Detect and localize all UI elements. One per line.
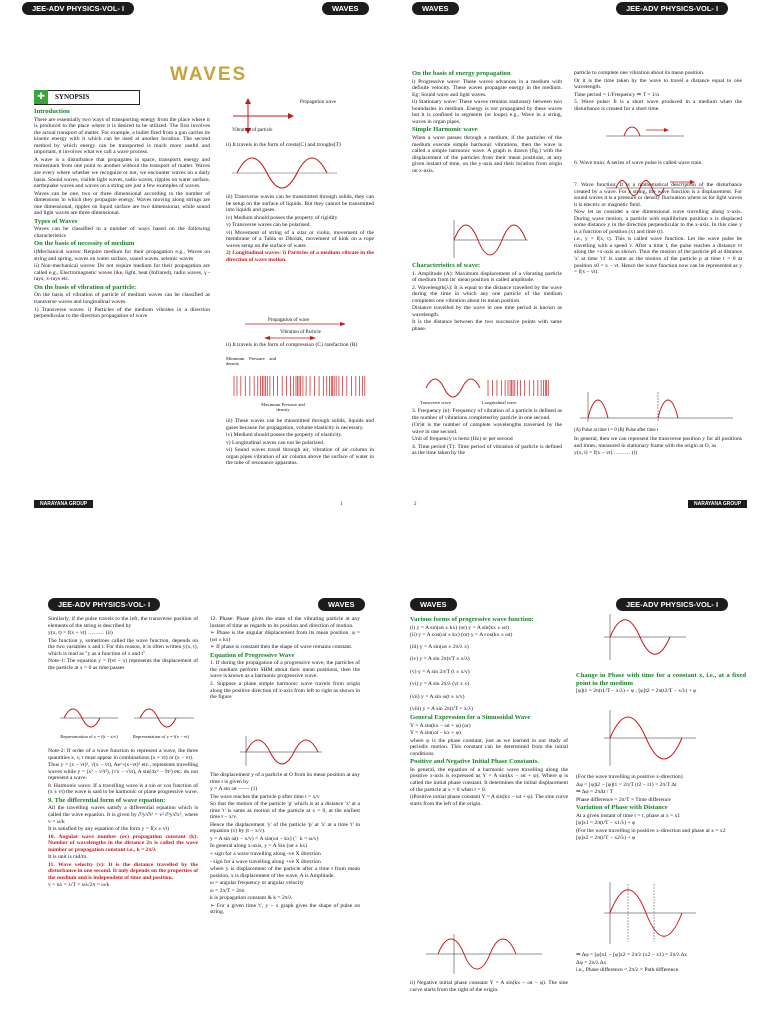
equation: v = nλ = λ/T = ωλ/2π = ω/k [48,882,110,889]
paragraph: Thus y = (x − vt)², √(x − vt), Ae^-(x−vt)² etc., represents travelling waves while y = (x² − v²t²), (√x − √vt), A sin(4x² − 9t²) etc. do not represent a wave. [48,762,198,782]
paragraph: - sign for a wave travelling along +ve X direction [210,858,321,865]
equation: (vi) y = A sin 2π/λ (vt ± x) [410,681,469,688]
paragraph: 1. Amplitude (A): Maximum displacement of a vibrating particle of medium from its' mean position is called amplitude. [412,270,562,284]
column-right-2 [576,774,746,843]
paragraph: where y is displacement of the particle after a time t from mean position, x is displacement of the wave, A is Amplitude. [210,866,360,879]
equation: y = A sin ω(t − x/v) = A sin(ωt − kx) (∵ k = ω/v) [210,835,319,842]
fig-label: Longitudinal wave [482,400,517,405]
paragraph: ➢ If phase is constant then the shape of wave remains constant. [210,644,353,651]
fig-label: Minimum Pressure and density [226,356,276,367]
wave-pulse-figure [606,122,686,142]
paragraph: 7. Wave function: It is a mathematical description of the disturbance created by a wave. For a string, the wave function is a displacement. For sound waves it is a pressure or density fluctuation where as for light waves it is electric or magnetic field. [574,182,742,208]
column-right-4 [574,436,742,458]
paragraph: iii) Transverse waves can be transmitted through solids, they can be setup on the surface of liquids. But they cannot be transmitted into liquids and gases. [226,194,374,214]
paragraph: particle to complete one vibration about its mean position. [574,70,705,76]
fig-label: Propagation of wave [268,318,310,323]
equation: (viii) y = A sin 2π(t/T + x/λ) [410,706,473,713]
paragraph: 2. Wavelength(λ): It is equal to the distance travelled by the wave during the time in which any one particle of the medium completes one vibration about its mean position. [412,284,562,304]
equation: (ii) y = A cos(ωt ± kx) (or) y = A cos(kx ± ωt) [410,632,513,639]
heading: Change in Phase with time for a constant x, i.e., at a fixed point in the medium [576,672,746,687]
column-left-3 [412,408,562,458]
paragraph: A wave is a disturbance that propagates in space, transports energy and momentum from one point to another without the transport of matter. Waves are every where whether we recognize or not, we encounter waves on a daily basis. Sound waves, visible light waves, radio waves, ripples on water surface, earthquake waves and waves on a string are just a few examples of waves. [34,156,210,190]
heading: Equation of Progressive Wave [210,651,295,659]
heading: Introduction [34,108,70,115]
paragraph: ω = angular frequency or angular velocity [210,880,304,887]
column-right [226,142,374,150]
progressive-wave-figure [236,734,326,768]
header-left: JEE-ADV PHYSICS-VOL- I [22,2,134,15]
paragraph: 3. Frequency (n): Frequency of vibration of a particle is defined as the number of vibrations completed by particle in one second. [412,408,562,421]
phase-distance-figure [600,880,700,946]
page-1 [0,0,384,512]
paragraph: 8. Harmonic wave: If a travelling wave is a sin or cos function of (x ± vt) the wave is said to be harmonic or plane progressive wave. [48,782,199,796]
equation: Y = A sin(kx − ωt + φ) (or) [410,722,471,729]
paragraph: 6. Wave train: A series of wave pulse is called wave train. [574,160,703,166]
column-right-2 [574,160,742,168]
paragraph: i.e., y = f(x, t). This is called wave function. Let the wave pulse be travelling with a speed v. After a time t, the pulse reaches a distance vt along the +x-axis as shown. Thus the motion of the particle p0 at distance 'x' at time 't1' is same as the motion of the particle p at time t = 0 at position x0 = x − vt. Hence the wave function now can be represented as y = f(x − vt). [574,236,742,276]
heading: Simple Harmonic wave [412,126,478,134]
paragraph: In general, then we can represent the transverse position y for all positions and times, measured in stationary frame with the origin at O, as [574,436,742,449]
paragraph: ii) Stationary wave: These waves remains stationary between two boundaries in medium. Energy is not propagated by these waves but it is confined in segments (or loops) e.g., Wave in a string, waves in organ pipes. [412,99,562,125]
paragraph: 2) Longitudinal waves: i) Particles of a medium vibrate in the direction of wave motion. [226,250,374,263]
paragraph: Unit of frequency is hertz (Hz) or per second [412,436,513,443]
footer-brand: NARAYANA GROUP [688,500,747,508]
page-3 [0,512,384,1024]
paragraph: Note-2: If order of a wave function to represent a wave, the three quantities x, v, t must appear in combinations (x + vt) or (x − vt). [48,748,198,761]
paragraph: The displacement y of a particle at O from its mean position at any time t is given by [210,772,360,785]
paragraph: All the travelling waves satisfy a differential equation which is called the wave equation. It is given by ∂²y/∂t² = v² ∂²y/∂x², where v = ω/k [48,805,198,825]
equation: y(x, t) = f(x + vt) ……… (ii) [48,630,113,637]
heading: On the basis of energy propagation [412,70,511,77]
pulse-time-figure [578,390,738,424]
paragraph: There are essentially two ways of transporting energy from the place where it is produced to the place where it is desired to be utilized. The first involves the actual transport of matter. For example, a bullet fired from a gun carries its kinetic energy with it which can be used at another location. The second method by which energy can be transported is much more useful and important, it involves what we call a wave process. [34,116,210,156]
paragraph: Now let us consider a one dimensional wave travelling along x-axis. During wave motion, a particle with equilibrium position x is displaced some distance y in the direction perpendicular to the x-axis. In this case y is a function of position (x) and time (t). [574,209,742,235]
paragraph: Time period = 1/Frequency ⇒ T = 1/n [574,91,660,98]
fig-label: Transverse wave [420,400,451,405]
compression-figure [230,372,370,400]
paragraph: iii) These waves can be transmitted through solids, liquids and gases because for propagation, volume elasticity is necessary. [226,418,374,431]
column-left [412,70,562,175]
equation: ω = 2π/T = 2πn [210,887,245,894]
equation: [φ]x2 = 2π(t/T − x2/λ) + φ [576,835,636,842]
fig-label: Representation of y = f(t − x/v) [60,734,118,739]
equation: y = A sin ωt —— (1) [210,786,258,793]
equation: ⇒ Δφ = [φ]x1 − [φ]x2 = 2π/λ (x2 − x1) = 2π/λ Δx [576,952,688,958]
wavelength-figure [424,374,554,400]
paragraph: ii) It travels in the form of compression (C) rarefaction (R) [226,342,358,348]
paragraph: Hence the displacement 'y' of the particle 'p' at 'x' at a time 't' in equation (1) by (t − x/v). [210,821,360,835]
column-left-2 [48,748,198,890]
paragraph: When a wave passes through a medium, if the particles of the medium execute simple harmonic vibrations, then the wave is called a simple harmonic wave. A graph is drawn (fig.) with the displacement of the particles from their mean positions, at any given instant of time, on the y-axis and their location from origin on x-axis. [412,135,562,174]
paragraph: 11. Wave velocity (v): It is the distance travelled by the disturbance in one second. It only depends on the properties of the medium and is independent of time and position. [48,861,198,881]
fig-label: Representation of y = f(x − vt) [132,734,190,739]
equation: Y = A sin(ωt − kx + φ) [410,730,461,737]
equation: Δφ = 2π/λ Δx [576,959,607,966]
column-right-4 [226,418,374,468]
column-right [210,616,360,702]
equation: Phase difference = 2π/T × Time difference [576,796,671,803]
paragraph: At a given instant of time t = t, phase at x = x1 [576,812,681,819]
page-number: 1 [340,502,343,507]
fig-caption: (A) Pulse at time t = 0 (B) Pulse after time t [574,428,659,433]
page-2 [384,0,768,512]
paragraph: (Or)it is the number of complete wavelengths traversed by the wave in one second. [412,422,562,435]
paragraph: k is propagation constant & k = 2π/λ [210,895,292,902]
heading: Variation of Phase with Distance [576,804,668,812]
column-left-2 [410,980,568,994]
paragraph: So that the motion of the particle 'p' which is at a distance 'x' at a time 't' is same as motion of the particle at x = 0, at the earliest time t − x/v. [210,801,360,821]
column-right-3 [226,342,374,350]
paragraph: Waves can be classified in a number of ways based on the following characteristics [34,226,210,239]
header-right: JEE-ADV PHYSICS-VOL- I [616,2,728,15]
paragraph: In general, the equation of a harmonic wave travelling along the positive x-axis is expressed as Y = A sin(kx − ωt + φ). Where φ is called the initial phase constant. It determines the initial displacement of the particle at x = 0 when t = 0. [410,766,568,793]
equation: ⇒ Δφ = 2πΔt / T [576,789,613,796]
equation: (v) y = A sin 2π/T (t ± x/v) [410,668,470,675]
paragraph: Or it is the time taken by the wave to travel a distance equal to one wavelength. [574,77,742,91]
paragraph: The function y, sometimes called the wave function, depends on the two variables x and t. For this reason, it is often written y(x, t), which is read as "y as a function of x and t". [48,637,198,657]
paragraph: iv) Medium should posses the property of rigidity [226,214,338,221]
heading: Characteristics of wave: [412,262,481,269]
header-left: WAVES [412,2,459,15]
paragraph: 2. Suppose a plane simple harmonic wave travels from origin along the positive direction of x-axis from left to right as shown in the figure [210,680,360,701]
paragraph: Distance travelled by the wave in one time period is known as wavelength. [412,305,562,318]
equation: i.e., Phase difference = 2π/λ × Path difference [576,967,679,974]
crest-trough-figure [232,156,342,190]
paragraph: ii) Negative initial phase constant Y = A sin(kx − ωt − φ). The sine curve starts from the right of the origin. [410,980,568,993]
header-right: JEE-ADV PHYSICS-VOL- I [616,598,728,611]
paragraph: iv) Medium should posses the property of elasticity. [226,432,343,439]
fig-label: Propagation wave [300,100,336,105]
paragraph: i) Progressive wave: These waves advances in a medium with definite velocity. These waves propagate energy in the medium. Eg: Sound wave and light waves. [412,78,562,98]
paragraph: ii) Non-mechanical waves: Do not require medium for their propagation are called e.g., Electromagnetic waves like, light, heat (Infrared), radio waves, γ -rays, x-rays etc. [34,263,210,283]
paragraph: It is satisfied by any equation of the form y = f(x ± vt) [48,826,170,833]
positive-phase-figure [424,932,544,976]
paragraph: ➢ For a given time 't', y − x graph gives the shape of pulse on string. [210,902,360,916]
equation: (iv) y = A sin 2π(t/T ± x/λ) [410,656,470,663]
heading: 9. The differential form of wave equation: [48,796,166,804]
paragraph: vi) Movement of string of a sitar or violin, movement of the membrane of a Tabla or Dholak, movement of kink on a rope waves setup on the surface of water. [226,229,374,249]
paragraph: i)Mechanical waves: Require medium for their propagation e.g., Waves on string and spring, waves on water surface, sound waves, seismic waves [34,249,210,262]
paragraph: 4. Time period (T): Time period of vibration of particle is defined as the time taken by the [412,443,562,457]
paragraph: i)Positive initial phase constant Y = A sin(kx − ωt + φ). The sine curve starts from the left of the origin. [410,794,568,807]
equation: (iii) y = A sin(ωt ± 2π/λ x) [410,643,469,650]
heading: On the basis of vibration of particle: [34,283,137,291]
heading: Various forms of progressive wave function: [410,616,534,623]
paragraph: 10. Angular wave number (or) propagation constant (k): Number of wavelengths in the distance 2π is called the wave number or propagation constant i.e., k = 2π/λ [48,833,198,853]
paragraph: 1) Transverse waves: i) Particles of the medium vibrates in a direction perpendicular to the direction propagation of wave [34,306,210,320]
column-right-2 [210,772,360,917]
footer-brand: NARAYANA GROUP [34,500,93,508]
heading: General Expression for a Simusoidal Wave [410,713,531,721]
column-left [410,616,568,808]
column-right-2 [226,194,374,264]
representation-figures [58,702,198,734]
paragraph: (For the wave travelling in positive x-direction) [576,774,683,780]
paragraph: 12. Phase: Phase gives the state of the vibrating particle at any instant of time as regards to its position and direction of motion. [210,616,360,629]
paragraph: 5. Wave pulse: It is a short wave produced in a medium when the disturbance is created for a short time. [574,99,742,112]
column-right [574,70,742,113]
column-left-2 [412,262,562,334]
paragraph: ii) It travels in the form of crests(C) and troughs(T) [226,142,341,148]
phase-time-figure-2 [600,708,700,768]
equation: [φ]t1 = 2π(t1/T − x/λ) + φ ; [φ]t2 = 2π(t2/T − x/λ) + φ [576,688,697,695]
header-left: JEE-ADV PHYSICS-VOL- I [48,598,160,611]
fig-label: Vibration of particle [232,128,273,133]
header-right: WAVES [318,598,365,611]
paragraph: 1. If during the propagation of a progressive wave, the particles of the medium perform SHM about their mean positions, then the wave is known as a harmonic progressive wave. [210,660,360,680]
paragraph: In general along x-axis, y = A Sin (ωt ± kx) [210,843,308,850]
heading: On the basis of necessity of medium [34,240,135,248]
heading: Types of Waves [34,217,78,225]
header-right: WAVES [322,2,369,15]
plus-icon: ✚ [34,90,48,104]
phase-time-figure [600,612,690,662]
paragraph: Waves can be one, two or three dimensional according to the number of dimensions in which they propagate energy. Waves moving along strings are one dimensional, ripples on liquid surface are two dimensional, while sound and light waves are three dimensional. [34,190,210,217]
column-left [48,616,198,672]
page-title: WAVES [170,64,248,85]
column-right [576,672,746,696]
column-right-3 [576,952,746,975]
equation: Δφ = [φ]t2 − [φ]t1 = 2π/T (t2 − t1) = 2π/T Δt [576,781,677,788]
heading: Positive and Negative Initial Phase Constants. [410,758,539,766]
page-4 [384,512,768,1024]
equation: [φ]x1 = 2π(t/T − x1/λ) + φ [576,820,636,827]
paragraph: It is unit is rad/m. [48,854,88,861]
shm-graph [450,218,530,260]
paragraph: On the basis of vibration of particle of medium waves can be classified as transverse waves and longitudinal waves. [34,292,210,305]
column-right-3 [574,182,742,277]
paragraph: Note-1: The equation y = f(vt − x) represents the displacement of the particle at x = 0 as time passes [48,658,198,671]
fig-label: Maximum Pressure and density [261,402,305,413]
equation: (vii) y = A sin ω(t ± x/v) [410,693,465,700]
paragraph: v) Longitudinal waves can not be polarized. [226,439,325,446]
paragraph: where φ is the phase constant, just as we learned in our study of periodic motion. This constant can be determined from the initial conditions. [410,737,568,757]
page-number: 2 [414,502,417,507]
paragraph: Similarly, if the pulse travels to the left, the transverse position of elements of the string is described by [48,616,198,629]
header-left: WAVES [410,598,457,611]
paragraph: ➢ Phase is the angular displacement from its mean position. φ = (ωt ± kx) [210,630,360,643]
column-left [34,108,210,321]
equation: (i) y = A sin(ωt ± kx) (or) y = A sin(kx ± ωt) [410,624,509,631]
paragraph: v) Transverse waves can be polarised. [226,222,311,229]
fig-label: Vibration of Particle [280,330,321,335]
paragraph: + sign for a wave travelling along -ve X direction [210,851,321,858]
paragraph: (For the wave travelling in positive x-direction and phase at x = x2 [576,827,726,834]
synopsis-box: ✚ SYNOPSIS [34,90,140,105]
equation: y(x, t) = f(x − vt) ……… (i) [574,450,638,457]
paragraph: It is the distance between the two successive points with same phase. [412,319,562,332]
paragraph: The wave reaches the particle p after time t = x/v [210,793,320,800]
paragraph: vi) Sound waves travel through air, vibration of air column in organ pipes vibration of air column above the surface of water in the tube of resonance apparatus. [226,447,374,467]
